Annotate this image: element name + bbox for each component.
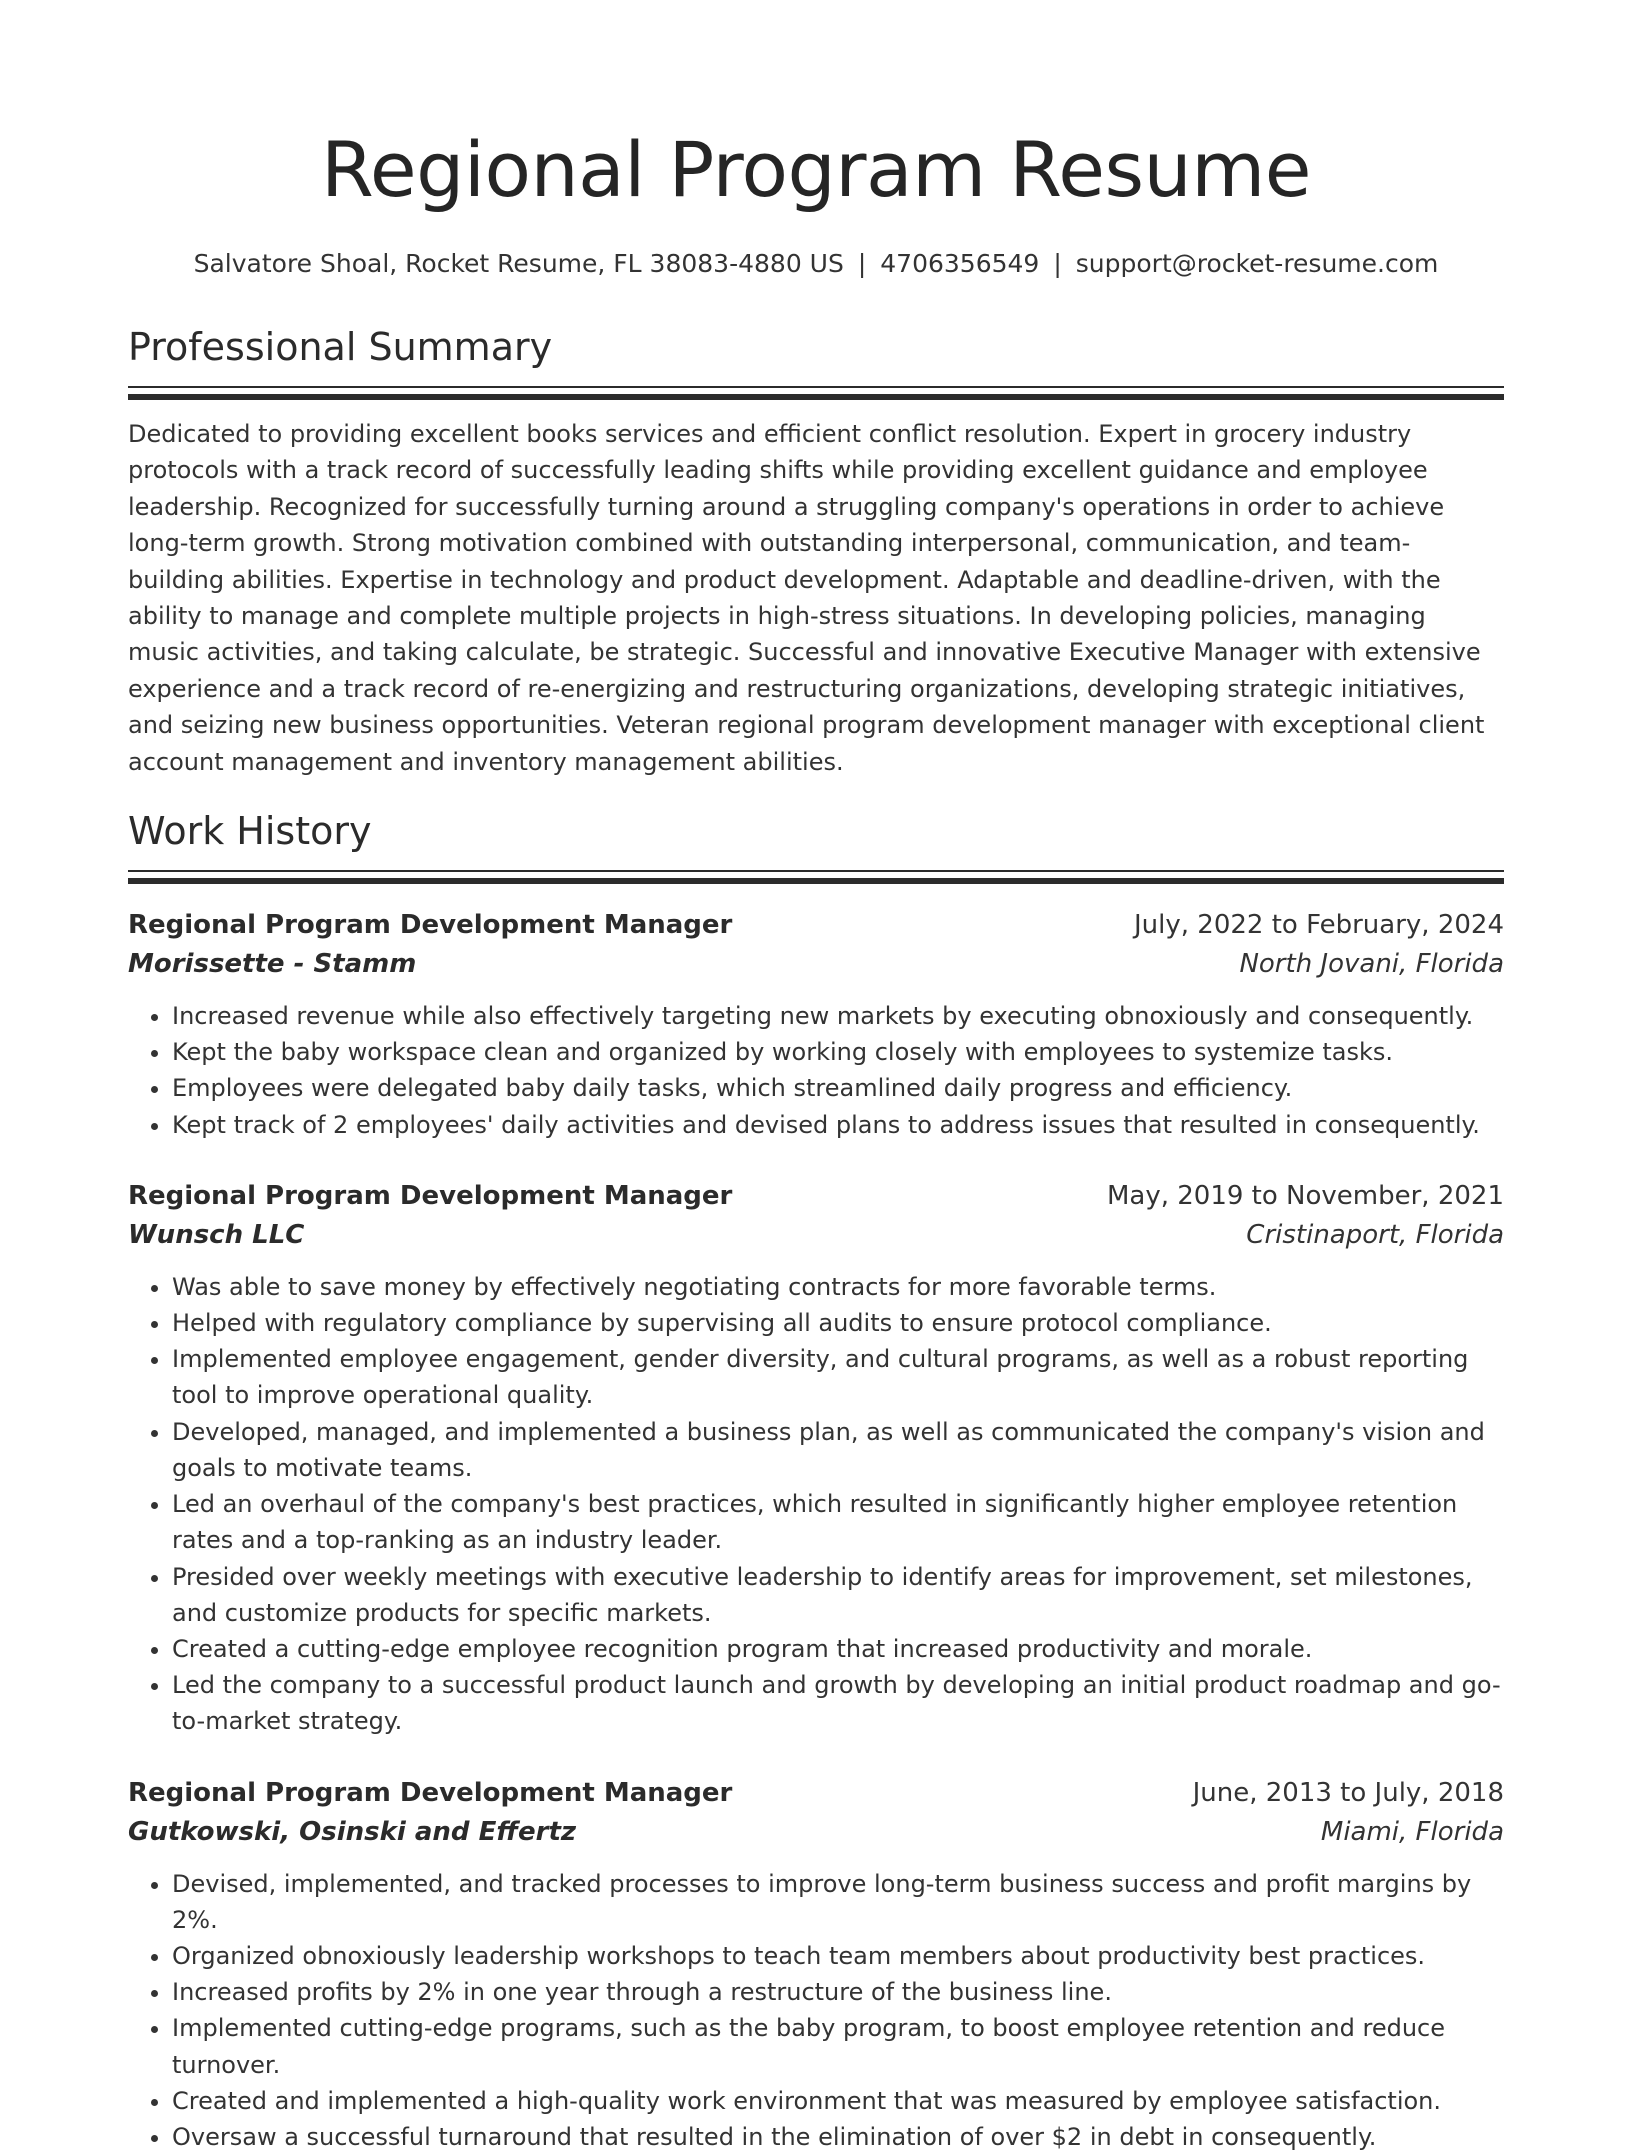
job-dates: May, 2019 to November, 2021 — [1106, 1180, 1504, 1211]
job-bullet: • Was able to save money by effectively negotiating contracts for more favorable terms. — [172, 1269, 1504, 1305]
job-bullet: • Created and implemented a high-quality work environment that was measured by employee satisfaction. — [172, 2083, 1504, 2119]
contact-separator: | — [857, 249, 867, 278]
job-location: North Jovani, Florida — [1239, 949, 1504, 980]
job-bullet: • Led the company to a successful product launch and growth by developing an initial product roadmap and go-to-market strategy. — [172, 1667, 1504, 1739]
job-bullet: • Increased revenue while also effectively targeting new markets by executing obnoxiously and consequently. — [172, 998, 1504, 1034]
job-bullet: • Oversaw a successful turnaround that resulted in the elimination of over $2 in debt in consequently. — [172, 2119, 1504, 2155]
job-bullet: • Kept track of 2 employees' daily activities and devised plans to address issues that resulted in consequently. — [172, 1107, 1504, 1143]
job-company: Morissette - Stamm — [128, 949, 417, 980]
job-title: Regional Program Development Manager — [128, 1180, 733, 1211]
job-bullet: • Developed, managed, and implemented a business plan, as well as communicated the company's vision and goals to motivate teams. — [172, 1414, 1504, 1486]
contact-phone: 4706356549 — [880, 249, 1040, 278]
job-dates: June, 2013 to July, 2018 — [1192, 1777, 1504, 1808]
summary-text: Dedicated to providing excellent books services and efficient conflict resolution. Expert in grocery industry protocols with a track record of successfully leading shifts while providing excellent guidance and employee leadership. Recognized for successfully turning around a struggling company's operations in order to achieve long-term growth. Strong motivation combined with outstanding interpersonal, communication, and team-building abilities. Expertise in technology and product development. Adaptable and deadline-driven, with the ability to manage and complete multiple projects in high-stress situations. In developing policies, managing music activities, and taking calculate, be strategic. Successful and innovative Executive Manager with extensive experience and a track record of re-energizing and restructuring organizations, developing strategic initiatives, and seizing new business opportunities. Veteran regional program development manager with exceptional client account management and inventory management abilities. — [128, 420, 1485, 776]
job-bullet: • Kept the baby workspace clean and organized by working closely with employees to systemize tasks. — [172, 1034, 1504, 1070]
section-heading-work-history: Work History — [128, 809, 372, 854]
job-bullet: • Increased profits by 2% in one year through a restructure of the business line. — [172, 1974, 1504, 2010]
contact-separator: | — [1053, 249, 1062, 278]
job-bullet: • Implemented cutting-edge programs, such as the baby program, to boost employee retention and reduce turnover. — [172, 2010, 1504, 2082]
job-bullet: • Helped with regulatory compliance by supervising all audits to ensure protocol compliance. — [172, 1305, 1504, 1341]
work-history-section — [128, 806, 1504, 2155]
section-divider-thick — [128, 394, 1504, 400]
job-bullet: • Created a cutting-edge employee recognition program that increased productivity and morale. — [172, 1631, 1504, 1667]
section-divider-thin — [128, 386, 1504, 388]
resume-title: Regional Program Resume — [320, 125, 1312, 214]
job-bullet: • Organized obnoxiously leadership workshops to teach team members about productivity best practices. — [172, 1938, 1504, 1974]
job-entry — [128, 906, 1504, 1143]
job-company: Gutkowski, Osinski and Effertz — [128, 1816, 577, 1847]
job-bullet-list — [128, 998, 1504, 1143]
job-bullet: • Implemented employee engagement, gender diversity, and cultural programs, as well as a robust reporting tool to improve operational quality. — [172, 1341, 1504, 1413]
job-bullet: • Devised, implemented, and tracked processes to improve long-term business success and profit margins by 2%. — [172, 1866, 1504, 1938]
job-bullet: • Presided over weekly meetings with executive leadership to identify areas for improvement, set milestones, and customize products for specific markets. — [172, 1559, 1504, 1631]
section-divider-thick — [128, 878, 1504, 884]
job-bullet-list — [128, 1269, 1504, 1740]
job-bullet: • Employees were delegated baby daily tasks, which streamlined daily progress and efficiency. — [172, 1070, 1504, 1106]
contact-address: Salvatore Shoal, Rocket Resume, FL 38083-4880 US — [193, 249, 844, 278]
job-location: Miami, Florida — [1320, 1816, 1504, 1847]
contact-line — [128, 246, 1504, 282]
professional-summary-section — [128, 322, 1504, 780]
job-entry — [128, 1774, 1504, 2155]
job-title: Regional Program Development Manager — [128, 910, 733, 941]
contact-email: support@rocket-resume.com — [1075, 249, 1439, 278]
section-heading-summary: Professional Summary — [128, 325, 553, 369]
job-entry — [128, 1177, 1504, 1740]
job-company: Wunsch LLC — [128, 1219, 305, 1250]
job-title: Regional Program Development Manager — [128, 1777, 733, 1808]
job-bullet: • Led an overhaul of the company's best practices, which resulted in significantly higher employee retention rates and a top-ranking as an industry leader. — [172, 1486, 1504, 1558]
section-divider-thin — [128, 870, 1504, 872]
job-location: Cristinaport, Florida — [1246, 1219, 1504, 1250]
job-dates: July, 2022 to February, 2024 — [1134, 910, 1504, 941]
